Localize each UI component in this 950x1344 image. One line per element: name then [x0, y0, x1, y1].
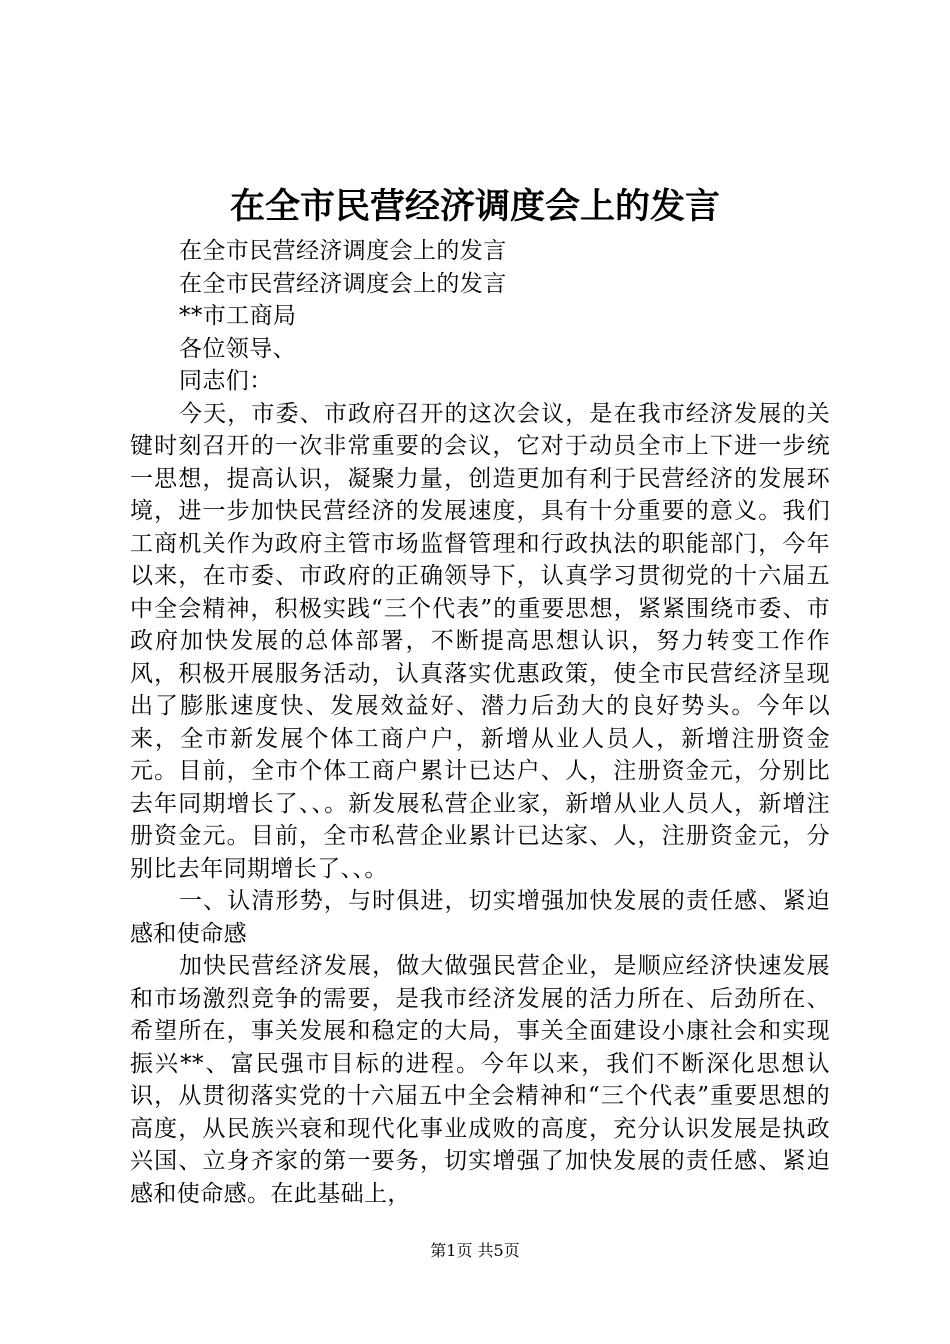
document-body: [130, 235, 830, 1210]
paragraph-body: 加快民营经济发展，做大做强民营企业，是顺应经济快速发展和市场激烈竞争的需要，是我市经济发展的活力所在、后劲所在、希望所在，事关发展和稳定的大局，事关全面建设小康社会和实现振兴**、富民强市目标的进程。今年以来，我们不断深化思想认识，从贯彻落实党的十六届五中全会精神和“三个代表”重要思想的高度，从民族兴衰和现代化事业成败的高度，充分认识发展是执政兴国、立身齐家的第一要务，切实增强了加快发展的责任感、紧迫感和使命感。在此基础上，: [130, 953, 830, 1207]
paragraph-body: 今天，市委、市政府召开的这次会议，是在我市经济发展的关键时刻召开的一次非常重要的会议，它对于动员全市上下进一步统一思想，提高认识，凝聚力量，创造更加有利于民营经济的发展环境，进一步加快民营经济的发展速度，具有十分重要的意义。我们工商机关作为政府主管市场监督管理和行政执法的职能部门，今年以来，在市委、市政府的正确领导下，认真学习贯彻党的十六届五中全会精神，积极实践“三个代表”的重要思想，紧紧围绕市委、市政府加快发展的总体部署，不断提高思想认识，努力转变工作作风，积极开展服务活动，认真落实优惠政策，使全市民营经济呈现出了膨胀速度快、发展效益好、潜力后劲大的良好势头。今年以来，全市新发展个体工商户户，新增从业人员人，新增注册资金元。目前，全市个体工商户累计已达户、人，注册资金元，分别比去年同期增长了、、。新发展私营企业家，新增从业人员人，新增注册资金元。目前，全市私营企业累计已达家、人，注册资金元，分别比去年同期增长了、、。: [130, 400, 830, 882]
document-title: 在全市民营经济调度会上的发言: [229, 186, 720, 227]
paragraph-salutation-1: 各位领导、: [179, 335, 296, 362]
paragraph-subtitle-2: 在全市民营经济调度会上的发言: [179, 270, 507, 297]
paragraph-salutation-2: 同志们：: [179, 368, 273, 394]
paragraph-subtitle-1: 在全市民营经济调度会上的发言: [179, 238, 507, 264]
paragraph-author: **市工商局: [179, 303, 297, 329]
paragraph-section-heading: 一、认清形势，与时俱进，切实增强加快发展的责任感、紧迫感和使命感: [130, 888, 830, 947]
page-footer: 第1页 共5页: [430, 1241, 520, 1260]
